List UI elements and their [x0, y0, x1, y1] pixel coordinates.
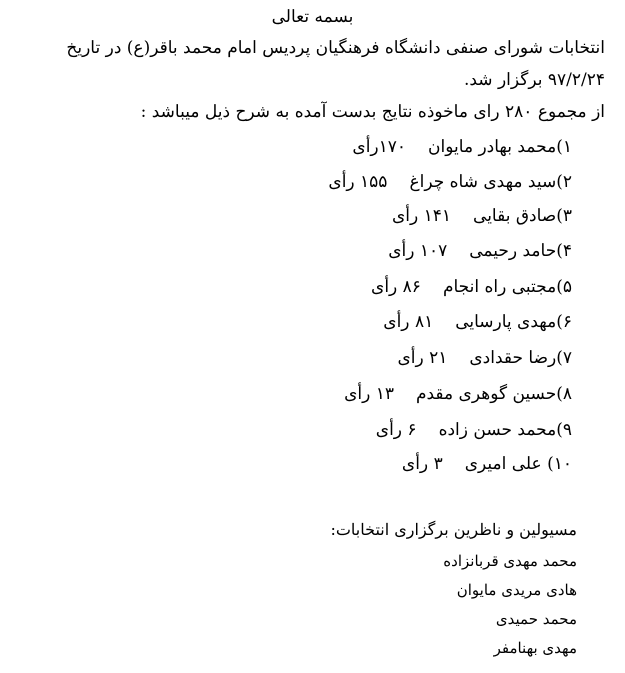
candidate-name: ۹)محمد حسن زاده	[438, 420, 572, 440]
result-item-6	[383, 314, 572, 331]
candidate-name: ۵)مجتبی راه انجام	[442, 277, 572, 297]
candidate-name: ۳)صادق بقایی	[473, 206, 572, 226]
intro-line-2: ۹۷/۲/۲۴ برگزار شد.	[463, 70, 605, 90]
result-item-8	[344, 386, 572, 403]
vote-count: ۶ رأی	[375, 420, 417, 440]
result-item-7	[397, 350, 572, 367]
vote-count: ۸۶ رأی	[371, 277, 421, 297]
result-item-5	[371, 279, 572, 296]
vote-count: ۱۷۰رأی	[352, 137, 407, 157]
candidate-name: ۸)حسین گوهری مقدم	[415, 384, 572, 404]
candidate-name: ۴)حامد رحیمی	[469, 241, 572, 261]
candidate-name: ۱۰) علی امیری	[464, 454, 572, 474]
supervisors-title: مسیولین و ناظرین برگزاری انتخابات:	[330, 520, 577, 539]
intro-line-1: انتخابات شورای صنفی دانشگاه فرهنگیان پردیس امام محمد باقر(ع) در تاریخ	[66, 38, 605, 58]
vote-count: ۸۱ رأی	[383, 312, 434, 332]
candidate-name: ۶)مهدی پارسایی	[455, 312, 572, 332]
vote-count: ۱۰۷ رأی	[388, 241, 448, 261]
candidate-name: ۷)رضا حقدادی	[469, 348, 572, 368]
document-heading: بسمه تعالی	[271, 7, 354, 27]
vote-count: ۱۵۵ رأی	[328, 172, 388, 192]
supervisor-name: هادی مریدی مایوان	[456, 581, 577, 599]
vote-count: ۲۱ رأی	[397, 348, 448, 368]
candidate-name: ۲)سید مهدی شاه چراغ	[409, 172, 572, 192]
result-item-2	[328, 174, 572, 191]
result-item-9	[376, 422, 572, 439]
vote-count: ۱۴۱ رأی	[391, 206, 452, 226]
supervisor-name: مهدی بهنامفر	[493, 639, 577, 657]
result-item-4	[388, 243, 572, 260]
result-item-3	[392, 208, 572, 225]
supervisor-name: محمد مهدی قربانزاده	[443, 552, 577, 570]
vote-count: ۳ رأی	[401, 454, 443, 474]
candidate-name: ۱)محمد بهادر مایوان	[428, 137, 572, 157]
result-item-10	[402, 456, 572, 473]
supervisor-name: محمد حمیدی	[495, 610, 577, 628]
intro-line-3: از مجموع ۲۸۰ رای ماخوذه نتایج بدست آمده به شرح ذیل میباشد :	[140, 102, 605, 122]
vote-count: ۱۳ رأی	[344, 384, 394, 404]
result-item-1	[352, 139, 572, 156]
